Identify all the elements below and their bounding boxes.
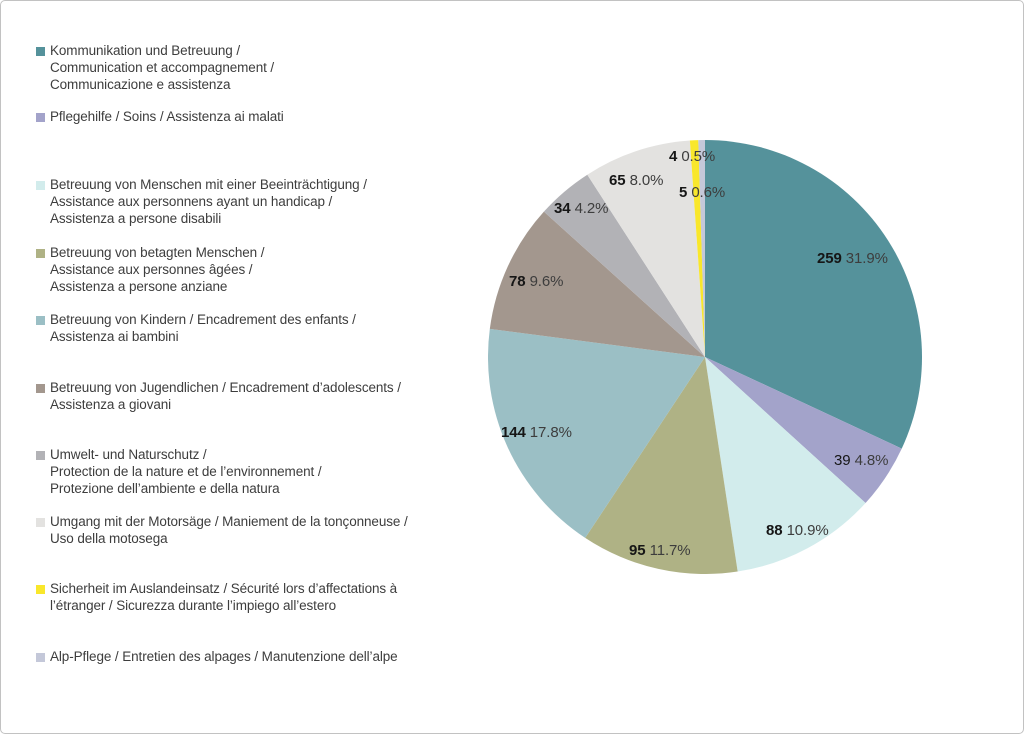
slice-percent: 11.7% — [645, 542, 691, 559]
legend-swatch-icon — [36, 653, 45, 662]
slice-value: 4 — [669, 148, 678, 165]
slice-label — [629, 542, 691, 559]
legend-item — [36, 581, 397, 615]
legend-swatch-icon — [36, 451, 45, 460]
slice-percent: 10.9% — [782, 522, 829, 539]
legend-item — [36, 43, 274, 93]
legend-label: Kommunikation und Betreuung / Communication et accompagnement / Communicazione e assistenza — [50, 43, 275, 92]
slice-percent: 0.6% — [687, 184, 726, 201]
slice-value: 95 — [629, 542, 646, 559]
legend-swatch-icon — [36, 113, 45, 122]
slice-label — [509, 273, 563, 290]
slice-value: 259 — [817, 250, 842, 267]
legend-item — [36, 447, 321, 497]
slice-value: 5 — [679, 184, 688, 201]
slice-value: 39 — [834, 452, 851, 469]
slice-label — [679, 184, 725, 201]
legend-swatch-icon — [36, 585, 45, 594]
legend-item — [36, 109, 284, 126]
legend-swatch-icon — [36, 316, 45, 325]
legend-swatch-icon — [36, 249, 45, 258]
legend-swatch-icon — [36, 518, 45, 527]
slice-value: 144 — [501, 424, 526, 441]
legend-item — [36, 649, 398, 666]
legend-swatch-icon — [36, 384, 45, 393]
slice-percent: 4.2% — [570, 200, 609, 217]
slice-label — [554, 200, 608, 217]
slice-label — [669, 148, 715, 165]
legend-item — [36, 514, 408, 548]
slice-label — [501, 424, 572, 441]
slice-label — [817, 250, 888, 267]
slice-percent: 17.8% — [525, 424, 572, 441]
slice-percent: 0.5% — [677, 148, 716, 165]
slice-value: 65 — [609, 172, 626, 189]
legend-item — [36, 312, 356, 346]
slice-value: 34 — [554, 200, 571, 217]
legend-label: Sicherheit im Auslandeinsatz / Sécurité lors d’affectations à l’étranger / Sicurezza durante l’impiego all’estero — [50, 581, 398, 613]
slice-value: 78 — [509, 273, 526, 290]
legend-swatch-icon — [36, 181, 45, 190]
legend-label: Alp-Pflege / Entretien des alpages / Manutenzione dell’alpe — [50, 649, 398, 664]
slice-label — [766, 522, 829, 539]
legend-label: Betreuung von betagten Menschen / Assistance aux personnes âgées / Assistenza a persone anziane — [50, 245, 265, 294]
slice-percent: 9.6% — [525, 273, 564, 290]
slice-percent: 8.0% — [625, 172, 664, 189]
slice-percent: 4.8% — [850, 452, 889, 469]
legend-label: Umgang mit der Motorsäge / Maniement de la tonçonneuse / Uso della motosega — [50, 514, 408, 546]
legend-item — [36, 380, 401, 414]
legend-item — [36, 245, 264, 295]
slice-percent: 31.9% — [841, 250, 888, 267]
legend-label: Betreuung von Menschen mit einer Beeinträchtigung / Assistance aux personnens ayant un handicap / Assistenza a persone disabili — [50, 177, 367, 226]
legend-swatch-icon — [36, 47, 45, 56]
legend-label: Betreuung von Jugendlichen / Encadrement d’adolescents / Assistenza a giovani — [50, 380, 401, 412]
legend-label: Betreuung von Kindern / Encadrement des enfants / Assistenza ai bambini — [50, 312, 356, 344]
slice-label — [609, 172, 663, 189]
legend-item — [36, 177, 367, 227]
slice-label — [834, 452, 888, 469]
slice-value: 88 — [766, 522, 783, 539]
legend-label: Umwelt- und Naturschutz / Protection de la nature et de l’environnement / Protezione dell’ambiente e della natura — [50, 447, 322, 496]
legend-label: Pflegehilfe / Soins / Assistenza ai malati — [50, 109, 284, 124]
